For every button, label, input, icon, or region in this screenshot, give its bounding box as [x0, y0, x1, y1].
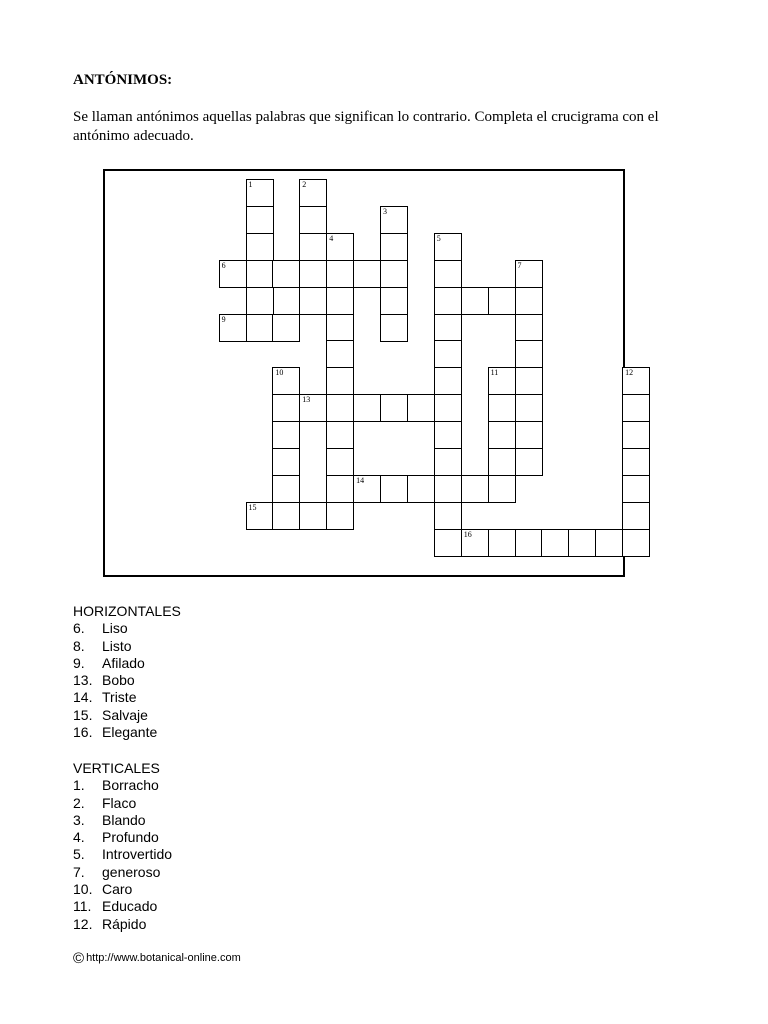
crossword-cell[interactable]: [219, 314, 247, 342]
crossword-cell[interactable]: [219, 260, 247, 288]
crossword-cell[interactable]: [380, 287, 408, 315]
footer: [73, 949, 241, 967]
clue-item: [73, 829, 172, 846]
crossword-cell[interactable]: [246, 179, 274, 207]
clue-number: 9.: [73, 654, 85, 671]
clue-text: Caro: [102, 881, 133, 898]
clue-item: [73, 795, 172, 812]
crossword-cell[interactable]: [326, 260, 354, 288]
crossword-cell[interactable]: [488, 394, 516, 422]
clue-item: [73, 620, 181, 637]
crossword-cell[interactable]: [515, 287, 543, 315]
crossword-cell[interactable]: [461, 287, 489, 315]
crossword-cell[interactable]: [246, 314, 274, 342]
crossword-cell[interactable]: [515, 367, 543, 395]
crossword-cell[interactable]: [380, 475, 408, 503]
crossword-cell[interactable]: [595, 529, 623, 557]
clue-number: 5.: [73, 846, 85, 863]
crossword-cell[interactable]: [434, 421, 462, 449]
crossword-cell[interactable]: [434, 475, 462, 503]
crossword-cell[interactable]: [246, 260, 274, 288]
crossword-cell[interactable]: [272, 448, 300, 476]
clue-text: Listo: [102, 637, 132, 654]
clue-text: Educado: [102, 898, 158, 915]
crossword-cell[interactable]: [326, 314, 354, 342]
cell-number: 11: [490, 368, 499, 378]
crossword-cell[interactable]: [434, 340, 462, 368]
crossword-cell[interactable]: [272, 421, 300, 449]
cell-number: 5: [436, 233, 441, 243]
crossword-cell[interactable]: [380, 233, 408, 261]
clue-text: Introvertido: [102, 846, 173, 863]
clue-text: Bobo: [102, 672, 135, 689]
clue-number: 8.: [73, 637, 85, 654]
crossword-cell[interactable]: [272, 475, 300, 503]
crossword-cell[interactable]: [434, 314, 462, 342]
clue-number: 12.: [73, 915, 93, 932]
clue-item: [73, 638, 181, 655]
crossword-cell[interactable]: [622, 394, 650, 422]
vertical-clue-list: [73, 777, 172, 933]
crossword-cell[interactable]: [622, 529, 650, 557]
clue-item: [73, 655, 181, 672]
crossword-cell[interactable]: [622, 502, 650, 530]
cell-number: 14: [356, 475, 365, 485]
crossword-cell[interactable]: [488, 421, 516, 449]
crossword-cell[interactable]: [488, 448, 516, 476]
crossword-cell[interactable]: [434, 367, 462, 395]
clue-item: [73, 864, 172, 881]
crossword-cell[interactable]: [299, 179, 327, 207]
cell-number: 6: [221, 260, 226, 270]
clue-item: [73, 707, 181, 724]
crossword-cell[interactable]: [434, 529, 462, 557]
crossword-cell[interactable]: [299, 502, 327, 530]
crossword-cell[interactable]: [353, 260, 381, 288]
cell-number: 7: [517, 260, 522, 270]
crossword-cell[interactable]: [380, 260, 408, 288]
crossword-cell[interactable]: [488, 367, 516, 395]
crossword-cell[interactable]: [568, 529, 596, 557]
clue-number: 15.: [73, 706, 93, 723]
cell-number: 2: [302, 180, 307, 189]
clue-text: Profundo: [102, 829, 159, 846]
crossword-cell[interactable]: [246, 287, 274, 315]
cell-number: 12: [625, 368, 634, 378]
crossword-cell[interactable]: [326, 287, 354, 315]
cell-number: 16: [463, 529, 472, 539]
clue-item: [73, 672, 181, 689]
cell-number: 9: [221, 314, 226, 324]
crossword-cell[interactable]: [515, 421, 543, 449]
clue-text: Elegante: [102, 724, 158, 741]
clue-number: 1.: [73, 777, 85, 794]
crossword-cell[interactable]: [407, 475, 435, 503]
crossword-cell[interactable]: [461, 529, 489, 557]
clue-number: 7.: [73, 863, 85, 880]
crossword-cell[interactable]: [622, 367, 650, 395]
crossword-cell[interactable]: [353, 475, 381, 503]
clue-text: Triste: [102, 689, 137, 706]
cell-number: 4: [329, 233, 334, 243]
clue-text: Rápido: [102, 915, 147, 932]
crossword-cell[interactable]: [272, 260, 300, 288]
clue-text: Liso: [102, 620, 128, 637]
clue-number: 13.: [73, 672, 93, 689]
crossword-cell[interactable]: [515, 529, 543, 557]
crossword-cell[interactable]: [434, 394, 462, 422]
crossword-cell[interactable]: [461, 475, 489, 503]
copyright-symbol: ©: [73, 949, 85, 967]
horizontal-clue-list: [73, 620, 181, 741]
crossword-cell[interactable]: [326, 502, 354, 530]
cell-number: 15: [248, 502, 257, 512]
cell-number: 13: [302, 395, 311, 405]
clue-text: Borracho: [102, 777, 159, 794]
clue-item: [73, 777, 172, 794]
clue-item: [73, 846, 172, 863]
crossword-cell[interactable]: [326, 475, 354, 503]
clue-text: Salvaje: [102, 706, 148, 723]
crossword-cell[interactable]: [326, 448, 354, 476]
crossword-cell[interactable]: [272, 502, 300, 530]
clue-item: [73, 724, 181, 741]
cell-number: 10: [275, 368, 284, 378]
crossword-cell[interactable]: [326, 233, 354, 261]
clue-item: [73, 812, 172, 829]
crossword-cell[interactable]: [272, 367, 300, 395]
crossword-cell[interactable]: [434, 233, 462, 261]
crossword-cell[interactable]: [488, 475, 516, 503]
crossword-cell[interactable]: [434, 502, 462, 530]
crossword-cell[interactable]: [272, 394, 300, 422]
crossword-cell[interactable]: [272, 314, 300, 342]
clue-text: generoso: [102, 863, 161, 880]
crossword-cell[interactable]: [380, 206, 408, 234]
clue-item: [73, 916, 172, 933]
crossword-cell[interactable]: [622, 421, 650, 449]
crossword-cell[interactable]: [407, 394, 435, 422]
crossword-cell[interactable]: [541, 529, 569, 557]
crossword-cell[interactable]: [488, 529, 516, 557]
crossword-cell[interactable]: [326, 394, 354, 422]
clue-text: Flaco: [102, 794, 137, 811]
clue-item: [73, 898, 172, 915]
footer-link[interactable]: http://www.botanical-online.com: [86, 952, 241, 964]
crossword-cell[interactable]: [353, 394, 381, 422]
horizontal-clues: [73, 603, 181, 741]
cell-number: 3: [383, 206, 387, 216]
crossword-cell[interactable]: [299, 206, 327, 234]
crossword-grid: [103, 169, 634, 577]
crossword-cell[interactable]: [515, 260, 543, 288]
crossword-cell[interactable]: [299, 260, 327, 288]
clue-number: 6.: [73, 620, 85, 637]
clue-item: [73, 689, 181, 706]
crossword-cell[interactable]: [246, 206, 274, 234]
crossword-cell[interactable]: [380, 314, 408, 342]
clue-number: 10.: [73, 881, 93, 898]
crossword-cell[interactable]: [299, 233, 327, 261]
crossword-cell[interactable]: [434, 260, 462, 288]
crossword-cell[interactable]: [622, 448, 650, 476]
crossword-cell[interactable]: [488, 287, 516, 315]
page-title: ANTÓNIMOS:: [73, 72, 173, 88]
crossword-cell[interactable]: [515, 394, 543, 422]
crossword-cell[interactable]: [434, 448, 462, 476]
clue-text: Afilado: [102, 654, 145, 671]
crossword-cell[interactable]: [434, 287, 462, 315]
clue-number: 4.: [73, 829, 85, 846]
crossword-cell[interactable]: [515, 340, 543, 368]
instructions-text: Se llaman antónimos aquellas palabras que significan lo contrario. Completa el crucigrama con el antónimo adecuado.: [73, 109, 659, 144]
clue-number: 3.: [73, 811, 85, 828]
clue-number: 2.: [73, 794, 85, 811]
clue-number: 14.: [73, 689, 93, 706]
horizontal-heading: HORIZONTALES: [73, 603, 181, 619]
crossword-cell[interactable]: [246, 502, 274, 530]
vertical-clues: [73, 760, 172, 933]
crossword-cell[interactable]: [246, 233, 274, 261]
clue-text: Blando: [102, 811, 146, 828]
cell-number: 1: [248, 180, 253, 189]
crossword-cell[interactable]: [326, 367, 354, 395]
clue-item: [73, 881, 172, 898]
crossword-cell[interactable]: [326, 340, 354, 368]
crossword-cell[interactable]: [515, 448, 543, 476]
clue-number: 16.: [73, 724, 93, 741]
crossword-cell[interactable]: [622, 475, 650, 503]
crossword-cell[interactable]: [299, 394, 327, 422]
vertical-heading: VERTICALES: [73, 760, 160, 776]
clue-number: 11.: [73, 898, 92, 915]
crossword-cell[interactable]: [299, 287, 327, 315]
crossword-cell[interactable]: [326, 421, 354, 449]
crossword-cell[interactable]: [380, 394, 408, 422]
crossword-cell[interactable]: [515, 314, 543, 342]
